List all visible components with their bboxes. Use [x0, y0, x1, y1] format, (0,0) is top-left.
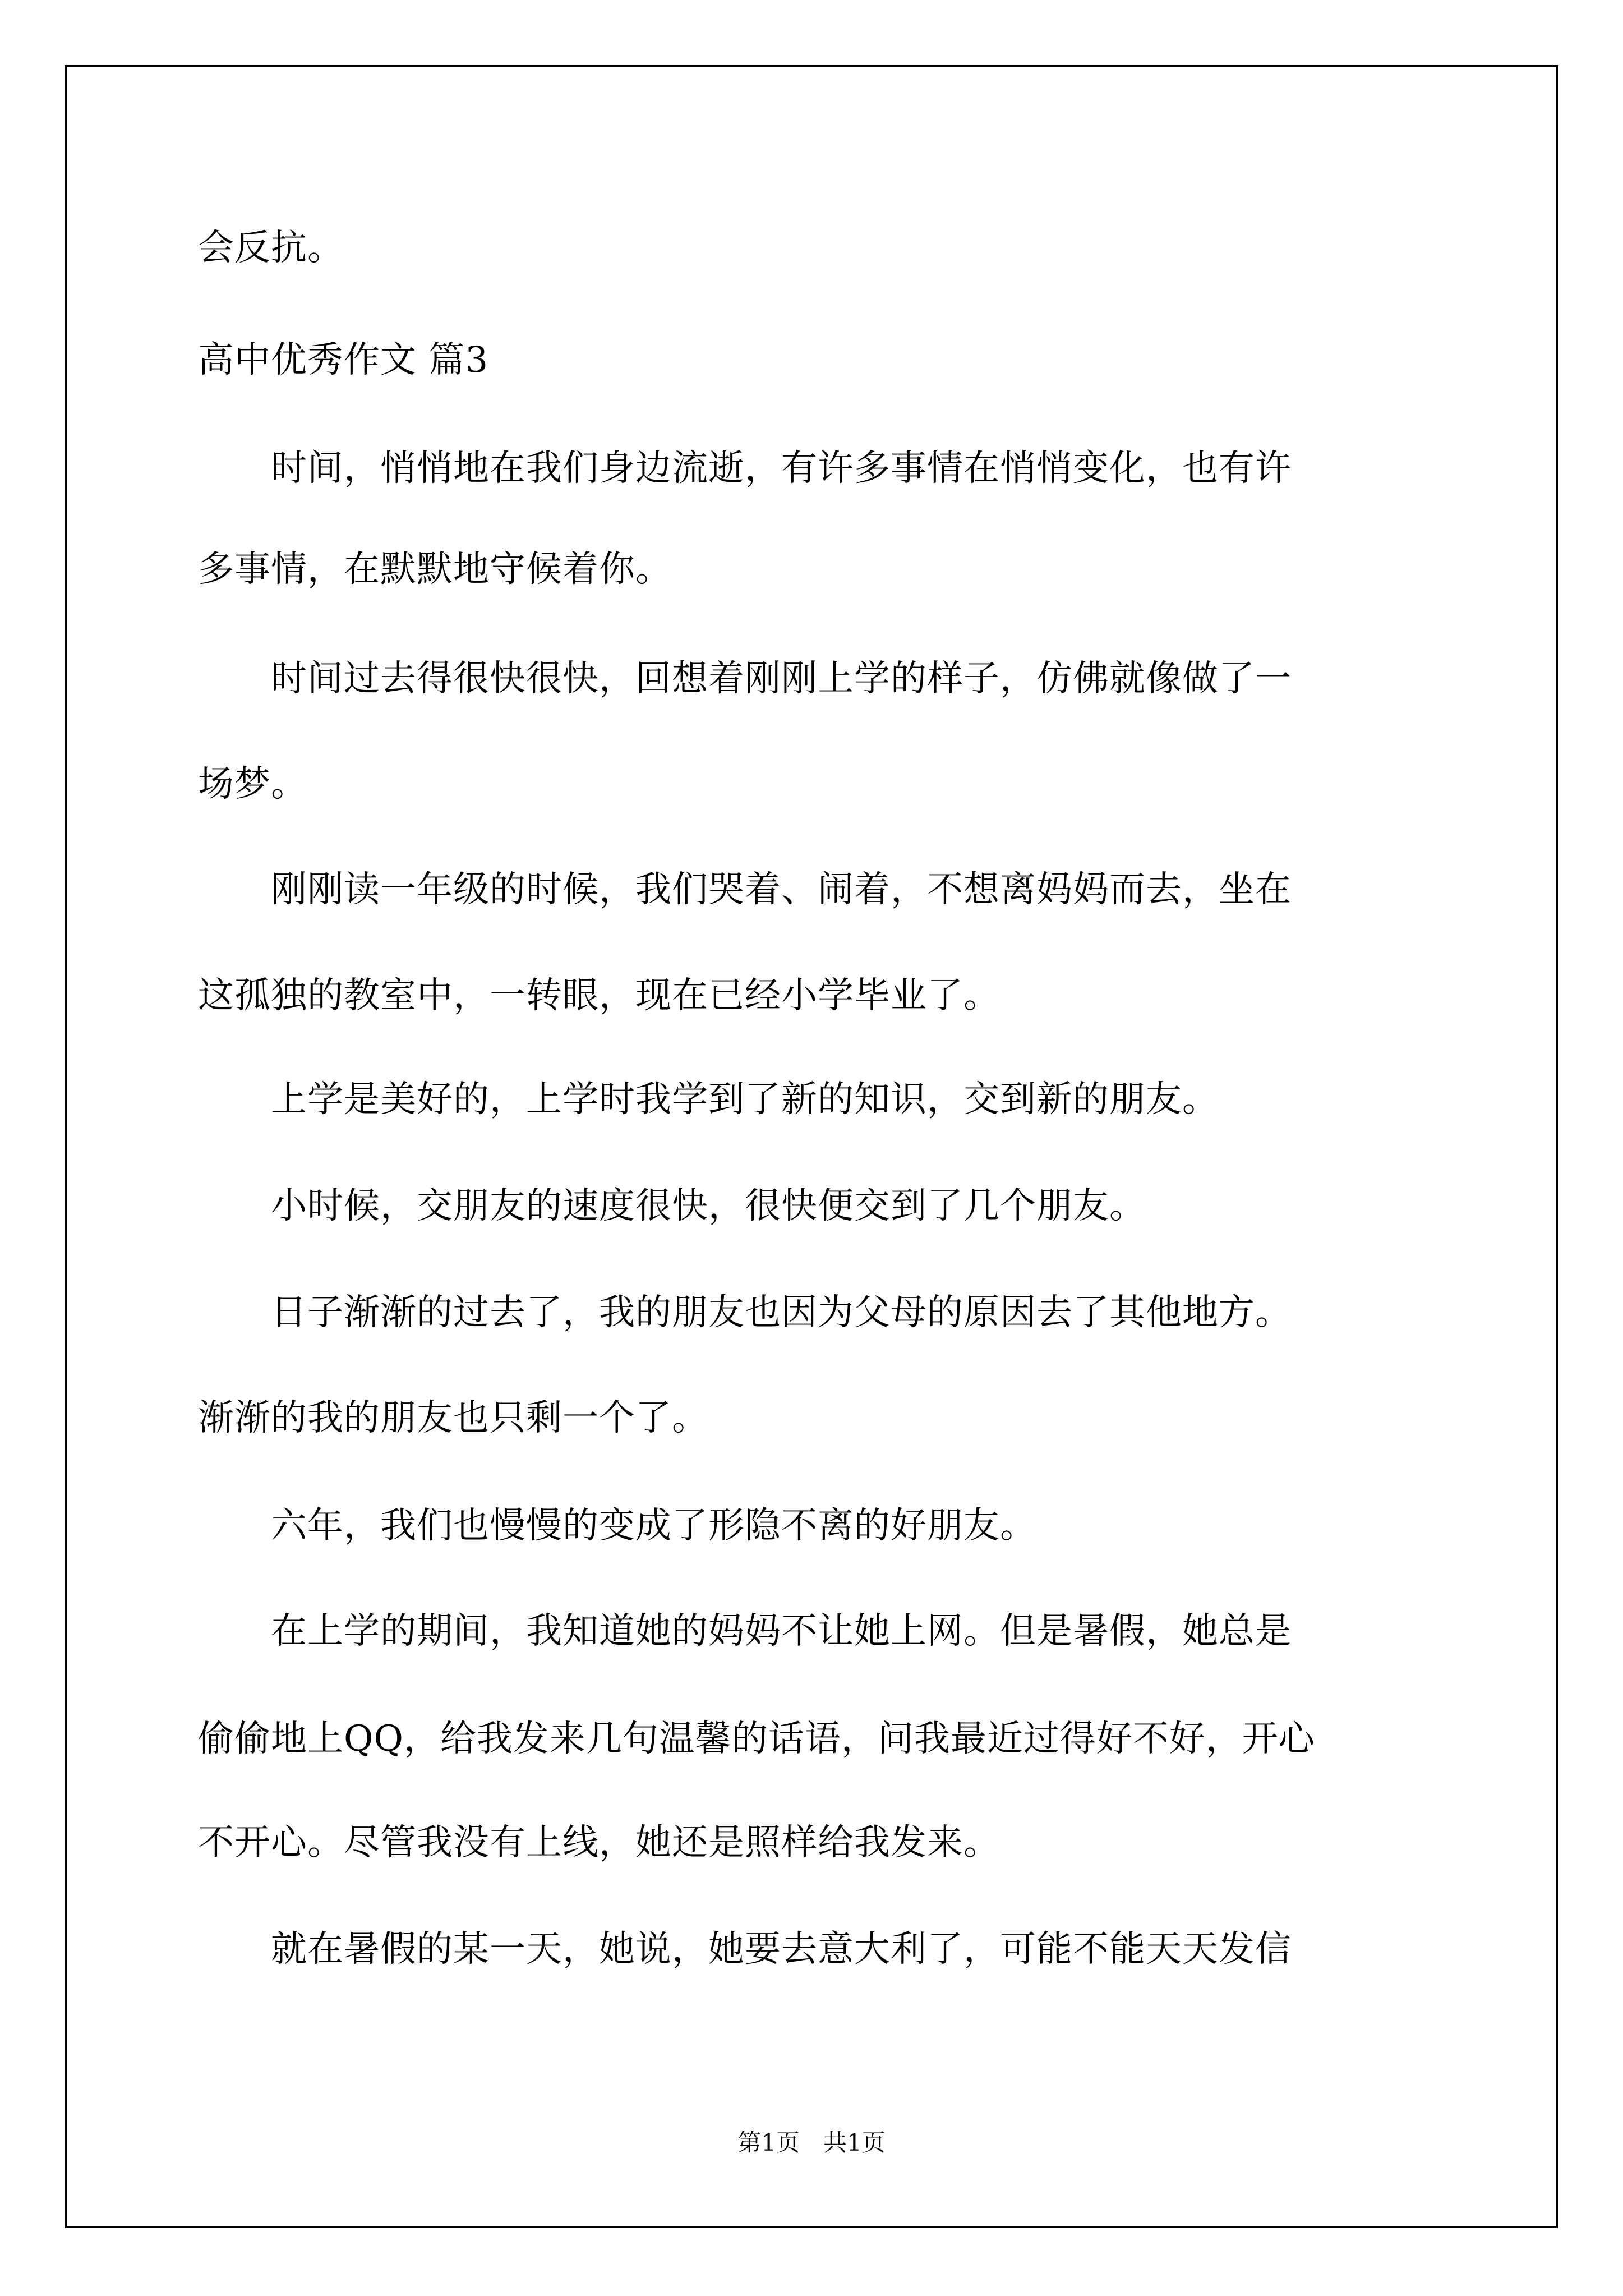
- text-line: 会反抗。: [198, 227, 344, 269]
- text-line: 渐渐的我的朋友也只剩一个了。: [198, 1397, 708, 1439]
- text-line: 时间过去得很快很快，回想着刚刚上学的样子，仿佛就像做了一: [198, 658, 1292, 700]
- text-line: 在上学的期间，我知道她的妈妈不让她上网。但是暑假，她总是: [198, 1611, 1292, 1652]
- page-border: [65, 65, 1558, 2228]
- text-line: 六年，我们也慢慢的变成了形隐不离的好朋友。: [198, 1505, 1036, 1547]
- text-line: 小时候，交朋友的速度很快，很快便交到了几个朋友。: [198, 1185, 1146, 1227]
- section-heading: 高中优秀作文 篇3: [198, 339, 489, 381]
- page-footer: 第1页 共1页: [737, 2129, 886, 2156]
- text-line: 上学是美好的，上学时我学到了新的知识，交到新的朋友。: [198, 1079, 1219, 1120]
- text-line: 时间，悄悄地在我们身边流逝，有许多事情在悄悄变化，也有许: [198, 448, 1292, 489]
- text-line: 刚刚读一年级的时候，我们哭着、闹着，不想离妈妈而去，坐在: [198, 869, 1292, 910]
- text-line: 就在暑假的某一天，她说，她要去意大利了，可能不能天天发信: [198, 1929, 1292, 1970]
- text-line: 场梦。: [198, 763, 307, 805]
- text-line: 这孤独的教室中，一转眼，现在已经小学毕业了。: [198, 975, 1000, 1016]
- text-line: 日子渐渐的过去了，我的朋友也因为父母的原因去了其他地方。: [198, 1292, 1292, 1333]
- text-line: 偷偷地上QQ，给我发来几句温馨的话语，问我最近过得好不好，开心: [198, 1718, 1315, 1760]
- text-line: 多事情，在默默地守候着你。: [198, 549, 672, 590]
- text-line: 不开心。尽管我没有上线，她还是照样给我发来。: [198, 1822, 1000, 1864]
